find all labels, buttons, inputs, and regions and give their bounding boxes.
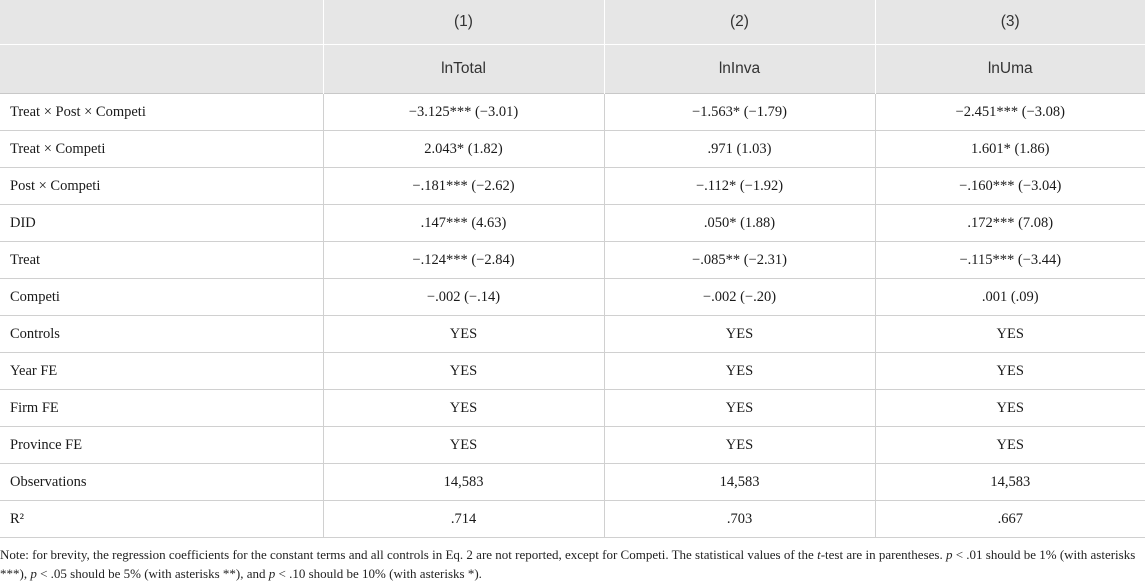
- row-label: Post × Competi: [0, 168, 323, 205]
- column-variable-1: lnTotal: [323, 45, 604, 94]
- table-cell: YES: [875, 390, 1145, 427]
- column-variable-2: lnInva: [604, 45, 875, 94]
- table-row: [0, 205, 1145, 242]
- table-row: [0, 279, 1145, 316]
- note-p-symbol: p: [30, 566, 37, 581]
- table-row: [0, 390, 1145, 427]
- table-cell: −1.563* (−1.79): [604, 94, 875, 131]
- note-p-symbol: p: [268, 566, 276, 581]
- header-corner-cell: [0, 45, 323, 94]
- note-text-5: < .10 should be 10% (with asterisks *).: [275, 566, 482, 581]
- table-row: [0, 168, 1145, 205]
- note-text-3: < .01 should be 1% (with asterisks ***),: [0, 547, 1136, 581]
- table-note: [0, 545, 1140, 583]
- table-cell: −.115*** (−3.44): [875, 242, 1145, 279]
- row-label: Treat: [0, 242, 323, 279]
- table-cell: 1.601* (1.86): [875, 131, 1145, 168]
- row-label: Firm FE: [0, 390, 323, 427]
- table-cell: .714: [323, 501, 604, 538]
- table-cell: YES: [604, 390, 875, 427]
- table-cell: YES: [875, 427, 1145, 464]
- table-cell: .001 (.09): [875, 279, 1145, 316]
- table-cell: 14,583: [323, 464, 604, 501]
- table-cell: −.002 (−.20): [604, 279, 875, 316]
- column-number-1: (1): [323, 0, 604, 45]
- column-number-2: (2): [604, 0, 875, 45]
- row-label: Controls: [0, 316, 323, 353]
- row-label: DID: [0, 205, 323, 242]
- note-text-1: Note: for brevity, the regression coefficients for the constant terms and all controls in Eq. 2 are not reported, except for Competi. The statistical values of the: [0, 547, 818, 562]
- table-cell: YES: [323, 427, 604, 464]
- row-label: Province FE: [0, 427, 323, 464]
- table-row: [0, 501, 1145, 538]
- table-cell: −.124*** (−2.84): [323, 242, 604, 279]
- row-label: Treat × Competi: [0, 131, 323, 168]
- table-cell: −2.451*** (−3.08): [875, 94, 1145, 131]
- table-cell: .147*** (4.63): [323, 205, 604, 242]
- table-row: [0, 353, 1145, 390]
- note-t-symbol: t: [817, 547, 821, 562]
- table-cell: −.112* (−1.92): [604, 168, 875, 205]
- table-cell: .971 (1.03): [604, 131, 875, 168]
- note-text-2: -test are in parentheses.: [820, 547, 946, 562]
- note-p-symbol: p: [945, 547, 953, 562]
- table-cell: YES: [323, 390, 604, 427]
- table-cell: 14,583: [875, 464, 1145, 501]
- table-row: [0, 464, 1145, 501]
- table-cell: YES: [604, 427, 875, 464]
- table-cell: −.160*** (−3.04): [875, 168, 1145, 205]
- table-cell: YES: [604, 353, 875, 390]
- table-cell: −3.125*** (−3.01): [323, 94, 604, 131]
- table-row: [0, 242, 1145, 279]
- table-cell: YES: [875, 316, 1145, 353]
- header-corner-cell: [0, 0, 323, 45]
- row-label: Observations: [0, 464, 323, 501]
- table-cell: −.181*** (−2.62): [323, 168, 604, 205]
- note-text-4: < .05 should be 5% (with asterisks **), and: [36, 566, 269, 581]
- header-row-variables: [0, 45, 1145, 94]
- table-cell: .703: [604, 501, 875, 538]
- table-cell: −.002 (−.14): [323, 279, 604, 316]
- column-number-3: (3): [875, 0, 1145, 45]
- table-cell: YES: [323, 353, 604, 390]
- row-label: Competi: [0, 279, 323, 316]
- table-cell: .667: [875, 501, 1145, 538]
- table-cell: .050* (1.88): [604, 205, 875, 242]
- table-cell: YES: [604, 316, 875, 353]
- table-row: [0, 316, 1145, 353]
- table-cell: 2.043* (1.82): [323, 131, 604, 168]
- table-cell: 14,583: [604, 464, 875, 501]
- header-row-numbers: [0, 0, 1145, 45]
- table-cell: −.085** (−2.31): [604, 242, 875, 279]
- column-variable-3: lnUma: [875, 45, 1145, 94]
- row-label: R²: [0, 501, 323, 538]
- table-row: [0, 131, 1145, 168]
- table-row: [0, 94, 1145, 131]
- table-cell: .172*** (7.08): [875, 205, 1145, 242]
- table-cell: YES: [323, 316, 604, 353]
- table-row: [0, 427, 1145, 464]
- table-cell: YES: [875, 353, 1145, 390]
- row-label: Year FE: [0, 353, 323, 390]
- row-label: Treat × Post × Competi: [0, 94, 323, 131]
